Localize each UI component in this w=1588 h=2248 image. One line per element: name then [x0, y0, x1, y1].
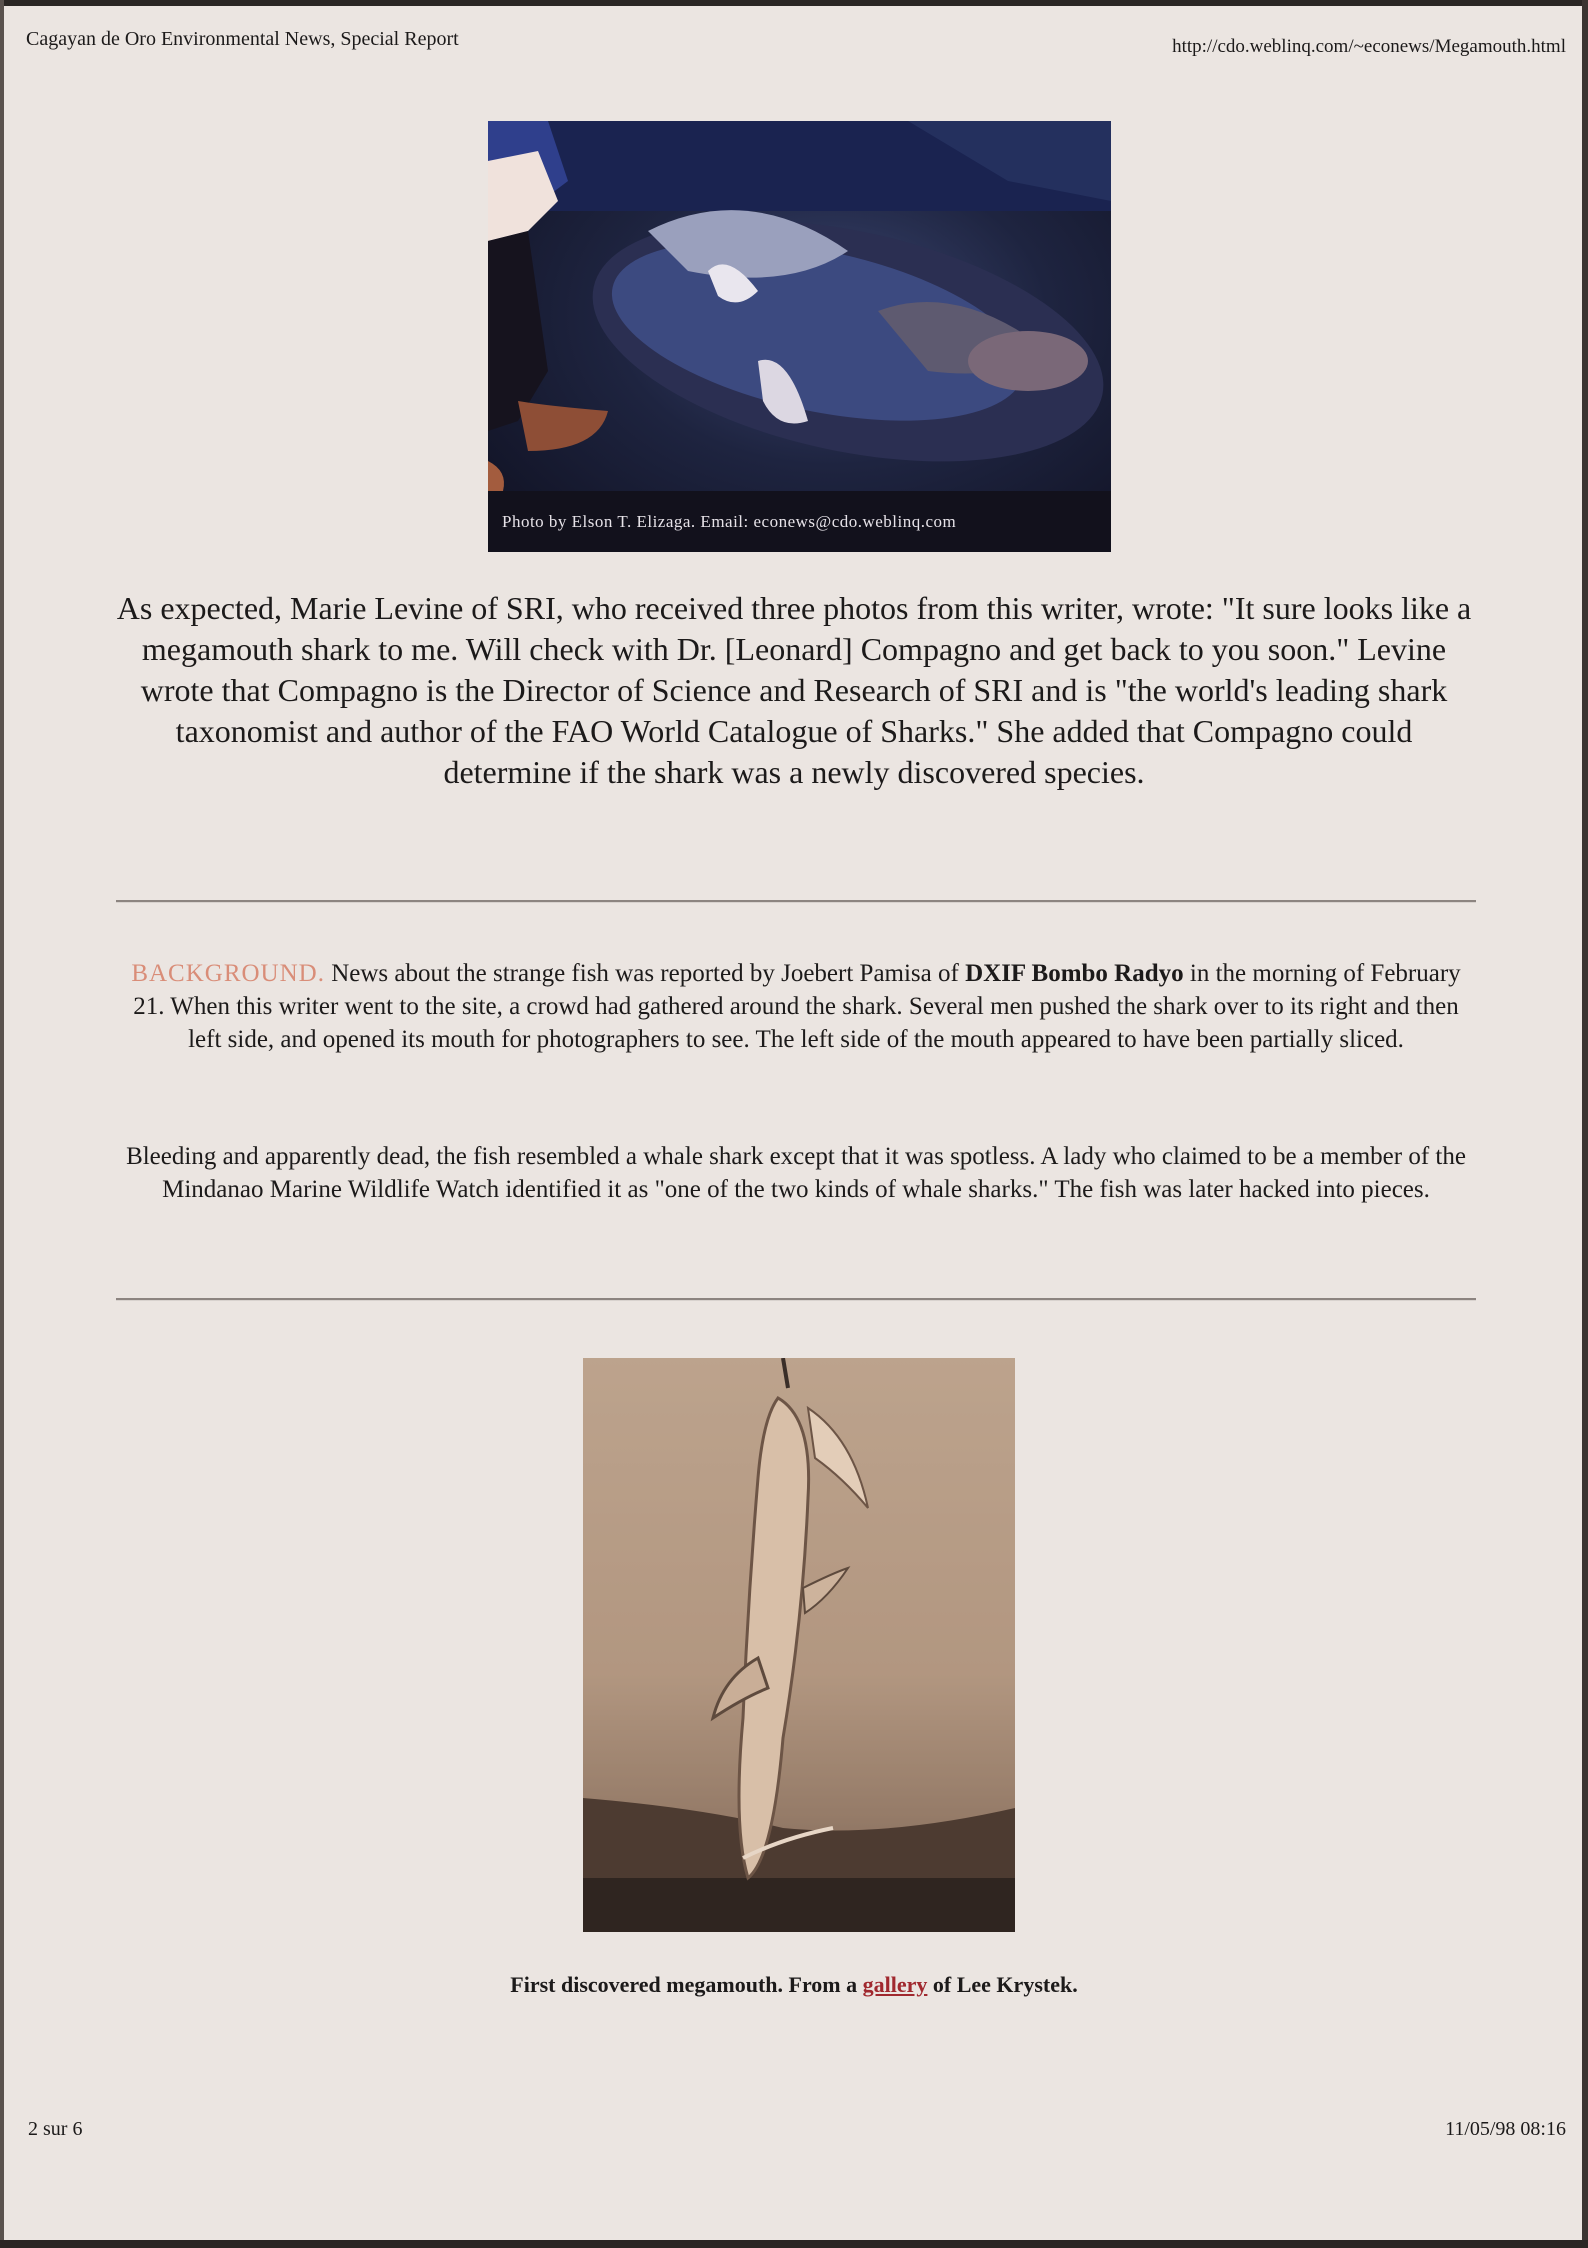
scan-edge-left	[0, 0, 4, 2248]
background-text-end: in the morning of February 21. When this writer went to the site, a crowd had gathered around the shark. Several men pushed the shark over to its right and then left side, and opened its mouth for photographers to see. The left side of the mouth appeared to have been partially sliced.	[133, 960, 1461, 1053]
print-timestamp: 11/05/98 08:16	[1445, 2118, 1566, 2140]
caption-text-start: First discovered megamouth. From a	[510, 1972, 863, 1997]
page-number: 2 sur 6	[28, 2118, 83, 2140]
scan-edge-top	[0, 0, 1588, 6]
hanging-megamouth-photo	[583, 1358, 1015, 1932]
gallery-link[interactable]: gallery	[862, 1972, 928, 1997]
page-header-url: http://cdo.weblinq.com/~econews/Megamouth.html	[1172, 36, 1566, 57]
background-text-start: News about the strange fish was reported by Joebert Pamisa of	[324, 960, 966, 987]
horizontal-divider	[116, 900, 1476, 903]
shark-on-ground-illustration	[488, 121, 1111, 552]
fish-description-paragraph: Bleeding and apparently dead, the fish resembled a whale shark except that it was spotless. A lady who claimed to be a member of the Mindanao Marine Wildlife Watch identified it as "one of the two kinds of whale sharks." The fish was later hacked into pieces.	[126, 1143, 1466, 1203]
megamouth-shark-photo	[488, 121, 1111, 552]
page-header-title: Cagayan de Oro Environmental News, Special Report	[26, 28, 459, 50]
caption-text-end: of Lee Krystek.	[927, 1972, 1078, 1997]
background-heading: BACKGROUND.	[131, 960, 325, 987]
radio-station-name: DXIF Bombo Radyo	[965, 960, 1184, 987]
levine-quote-paragraph: As expected, Marie Levine of SRI, who received three photos from this writer, wrote: "It sure looks like a megamouth shark to me. Will check with Dr. [Leonard] Compagno and get back to you soon." Levine wrote that Compagno is the Director of Science and Research of SRI and is "the world's leading shark taxonomist and author of the FAO World Catalogue of Sharks." She added that Compagno could determine if the shark was a newly discovered species.	[116, 590, 1472, 790]
photo-credit: Photo by Elson T. Elizaga. Email: econews@cdo.weblinq.com	[502, 512, 957, 531]
background-paragraph	[116, 957, 1476, 1056]
hanging-shark-illustration	[583, 1358, 1015, 1932]
scan-edge-right	[1582, 0, 1588, 2248]
horizontal-divider	[116, 1298, 1476, 1301]
gallery-caption	[0, 1972, 1588, 1998]
scan-edge-bottom	[0, 2240, 1588, 2248]
